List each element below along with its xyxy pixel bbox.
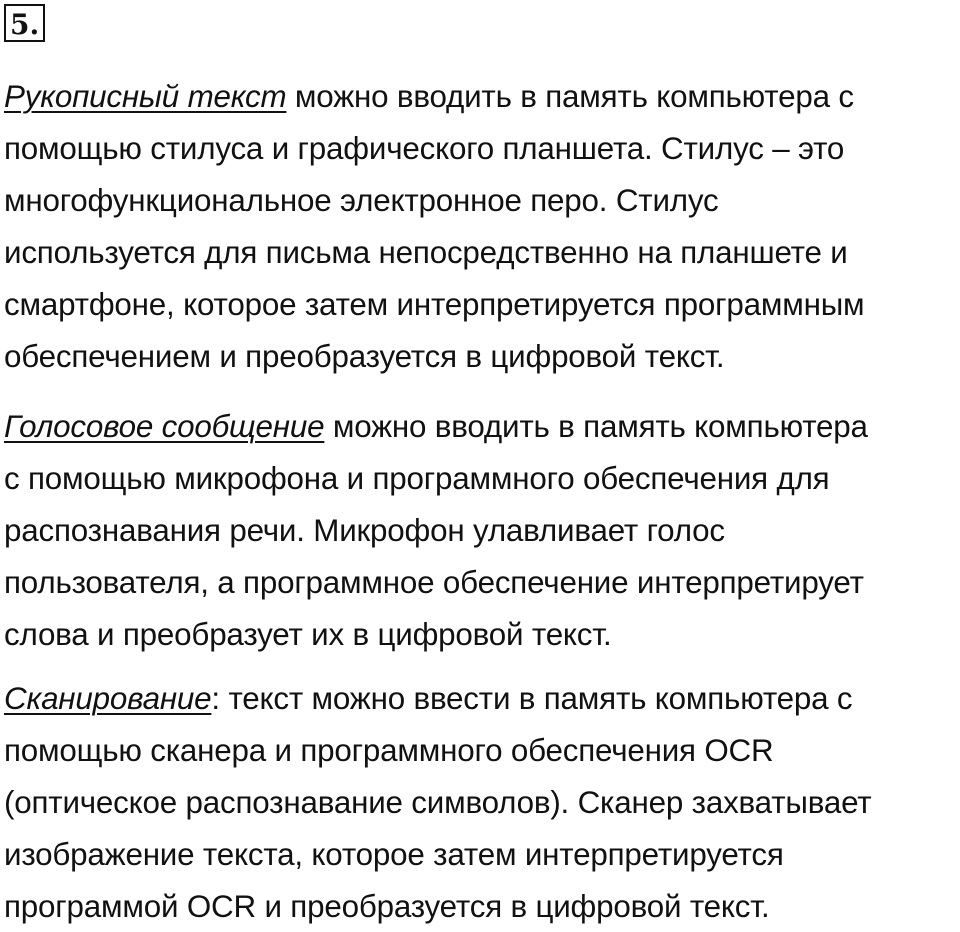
paragraph-line: (оптическое распознавание символов). Сканер захватывает: [4, 784, 872, 820]
paragraph-line: помощью стилуса и графического планшета. Стилус – это: [4, 130, 845, 166]
paragraph-scanning: [4, 672, 960, 932]
paragraph-line: используется для письма непосредственно на планшете и: [4, 234, 848, 270]
paragraph-line: программой OCR и преобразуется в цифровой текст.: [4, 888, 770, 924]
paragraph-line: распознавания речи. Микрофон улавливает голос: [4, 512, 725, 548]
paragraph-line: слова и преобразует их в цифровой текст.: [4, 616, 612, 652]
paragraph-line: [4, 400, 956, 452]
paragraph-line: пользователя, а программное обеспечение интерпретирует: [4, 564, 864, 600]
paragraph-voice-message: [4, 400, 960, 660]
line-text: можно вводить в память компьютера с: [286, 78, 854, 114]
line-text: можно вводить в память компьютера: [324, 408, 868, 444]
paragraph-line: многофункциональное электронное перо. Стилус: [4, 182, 719, 218]
paragraph-line: с помощью микрофона и программного обеспечения для: [4, 460, 830, 496]
paragraph-handwritten-text: [4, 70, 960, 382]
term-voice-message: Голосовое сообщение: [4, 408, 325, 444]
paragraph-line: смартфоне, которое затем интерпретируется программным: [4, 286, 865, 322]
task-number-box: 5.: [4, 4, 45, 42]
paragraph-line: [4, 70, 956, 122]
paragraph-line: обеспечением и преобразуется в цифровой текст.: [4, 338, 725, 374]
paragraph-line: [4, 672, 956, 724]
paragraph-line: помощью сканера и программного обеспечения OCR: [4, 732, 774, 768]
line-text: : текст можно ввести в память компьютера с: [211, 680, 853, 716]
term-handwritten-text: Рукописный текст: [4, 78, 287, 114]
term-scanning: Сканирование: [4, 680, 212, 716]
paragraph-line: изображение текста, которое затем интерпретируется: [4, 836, 784, 872]
